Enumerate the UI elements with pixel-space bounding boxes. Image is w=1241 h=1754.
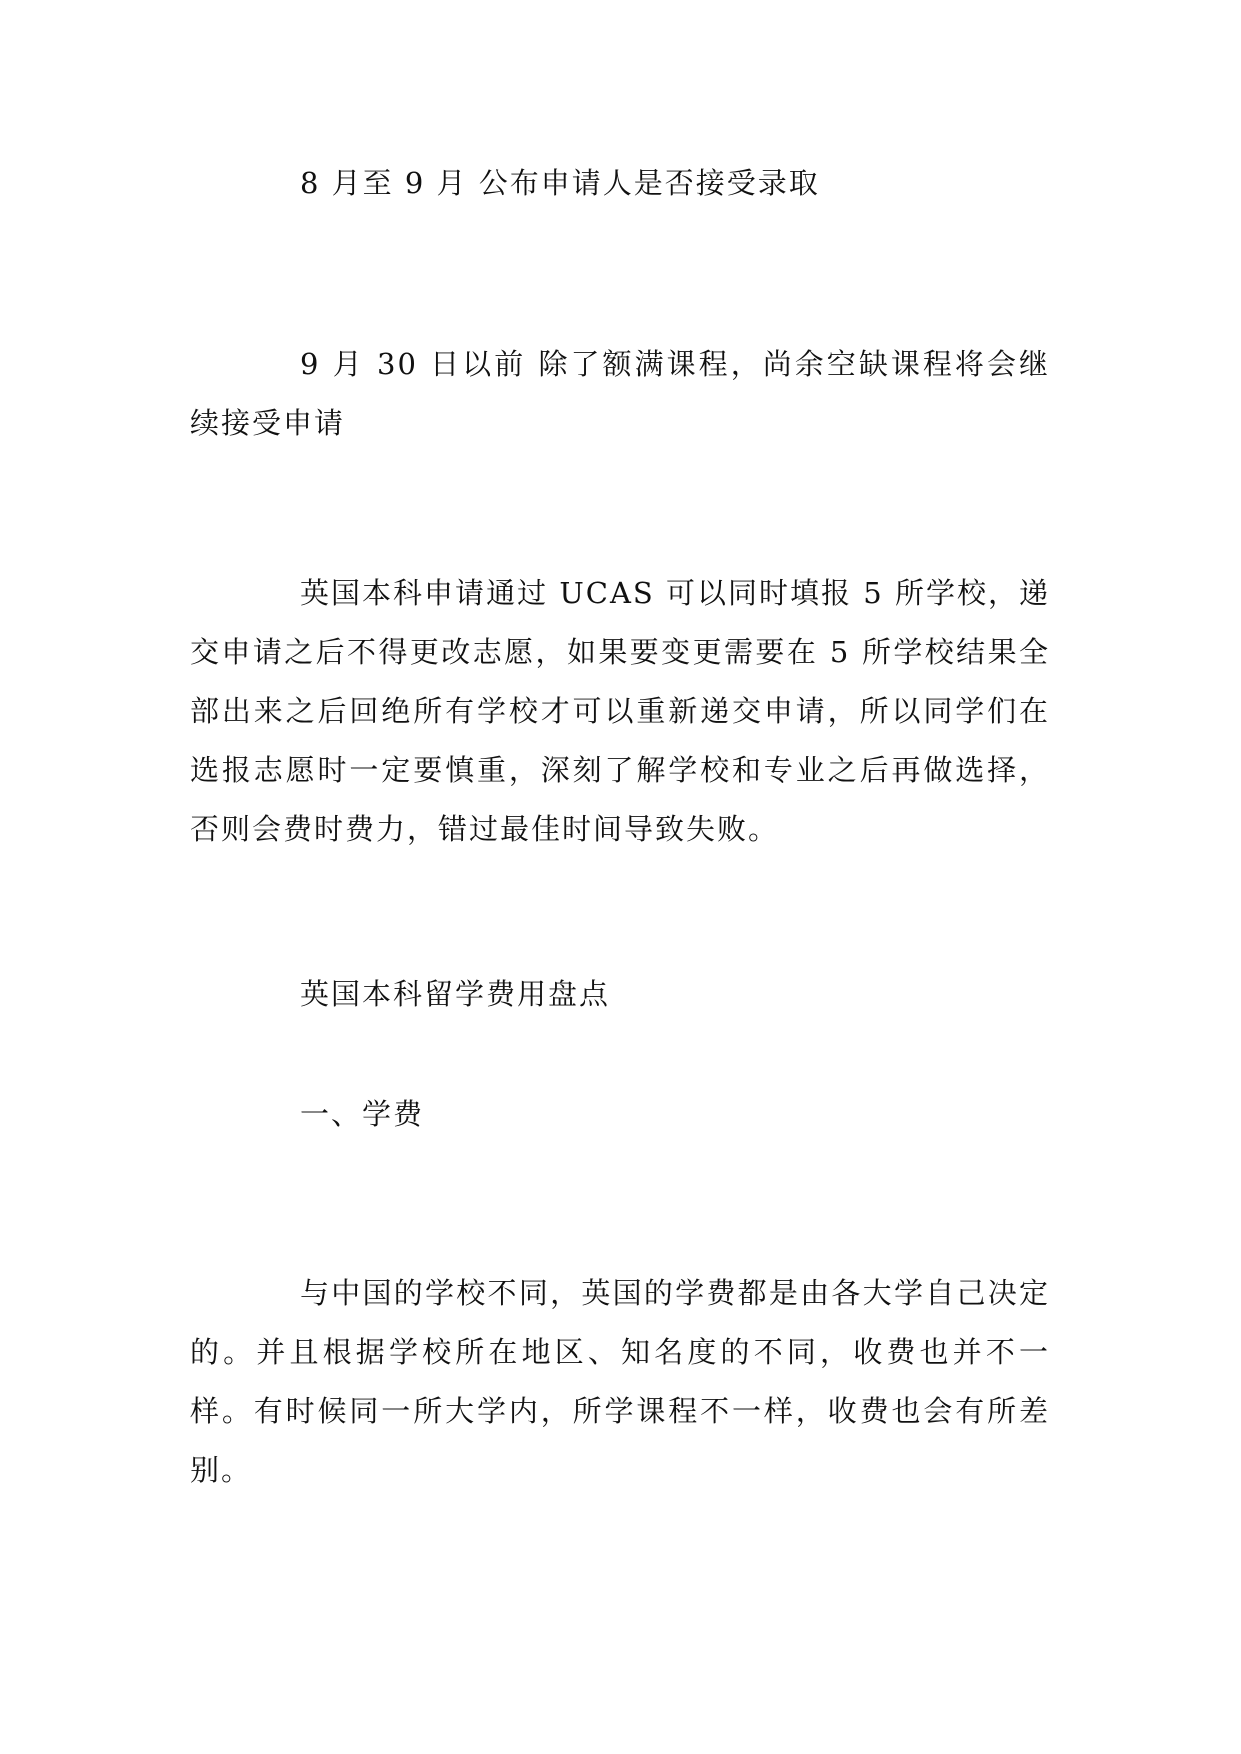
paragraph-admission-notice: 8 月至 9 月 公布申请人是否接受录取 (300, 166, 820, 200)
subheading-tuition: 一、学费 (300, 1097, 425, 1131)
paragraph-tuition-details: 与中国的学校不同，英国的学费都是由各大学自己决定的。并且根据学校所在地区、知名度的不同，收费也并不一样。有时候同一所大学内，所学课程不一样，收费也会有所差别。 (190, 1276, 1050, 1487)
section-heading-costs: 英国本科留学费用盘点 (300, 977, 611, 1011)
paragraph-ucas-application: 英国本科申请通过 UCAS 可以同时填报 5 所学校，递交申请之后不得更改志愿，如果要变更需要在 5 所学校结果全部出来之后回绝所有学校才可以重新递交申请，所以同学们在选报志愿时一定要慎重，深刻了解学校和专业之后再做选择，否则会费时费力，错过最佳时间导致失败。 (190, 576, 1050, 846)
paragraph-deadline: 9 月 30 日以前 除了额满课程，尚余空缺课程将会继续接受申请 (190, 347, 1050, 440)
